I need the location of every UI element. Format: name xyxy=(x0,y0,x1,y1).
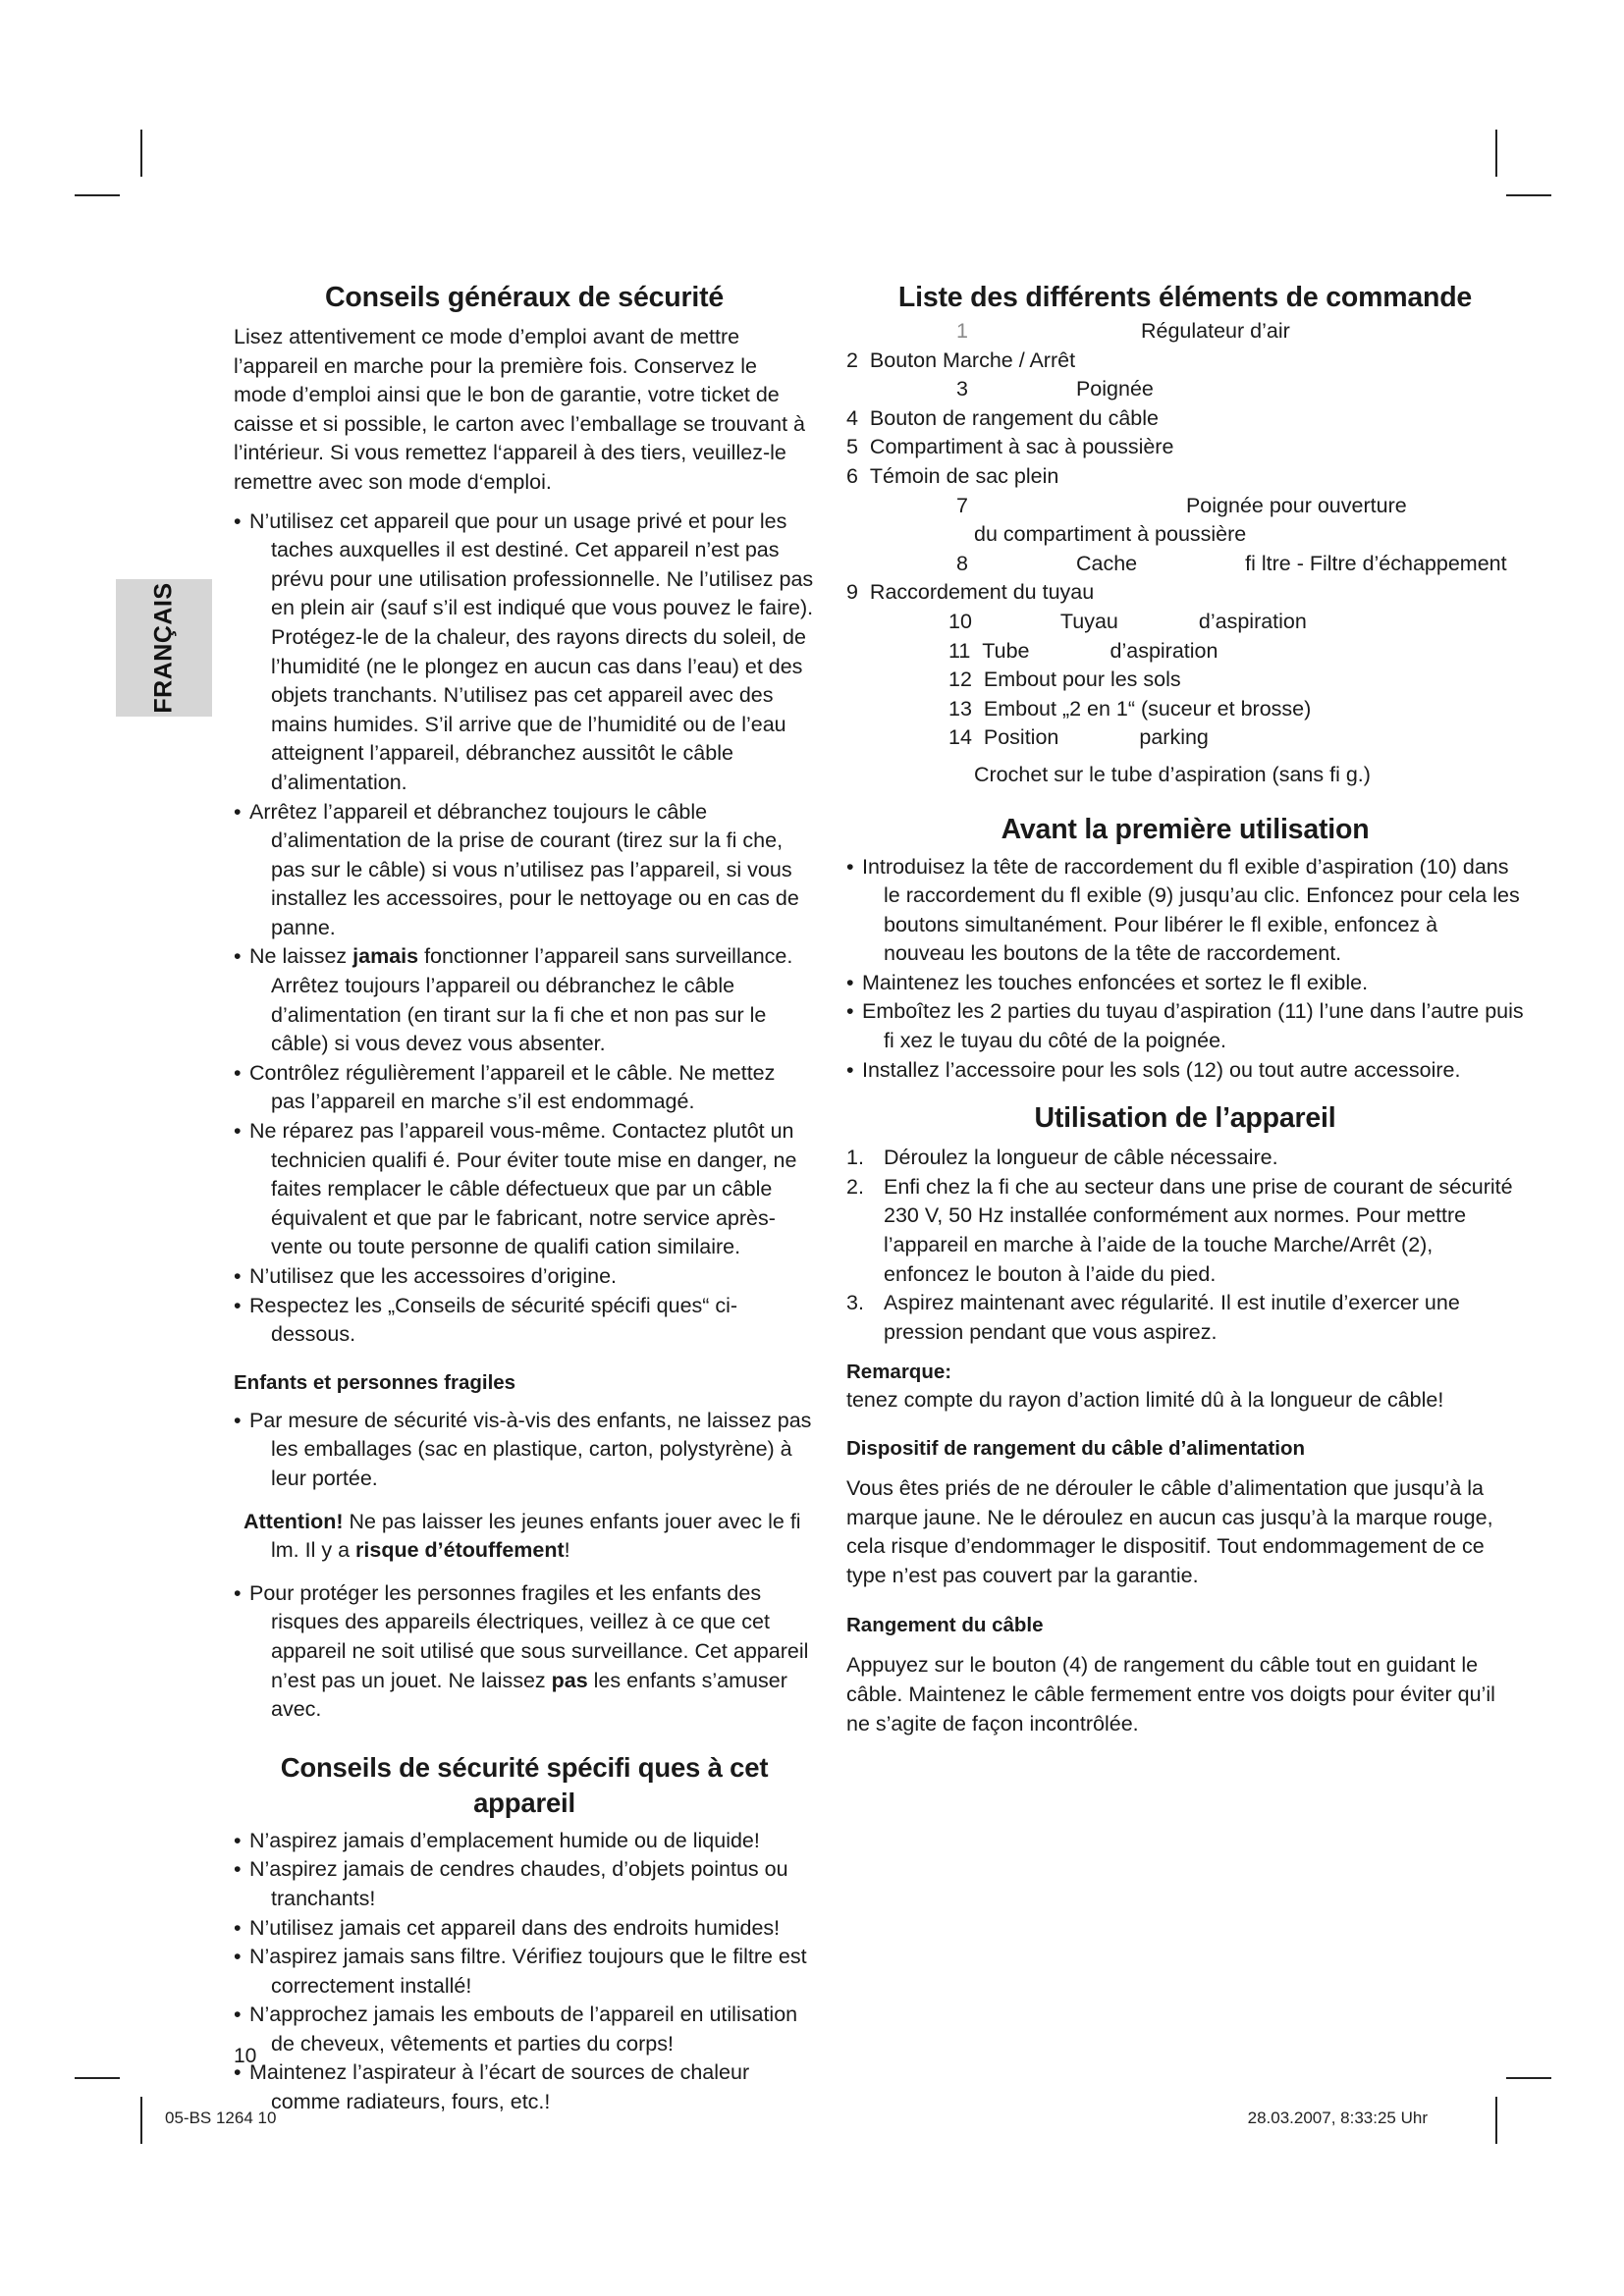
usage-steps xyxy=(846,1144,1524,1347)
specific-safety-title: Conseils de sécurité spécifi ques à cet appareil xyxy=(280,1751,769,1818)
safety-item: • N’utilisez que les accessoires d’origine. xyxy=(234,1262,815,1292)
crop-mark xyxy=(1506,194,1551,196)
remark-text: tenez compte du rayon d’action limité dû à la longueur de câble! xyxy=(846,1388,1444,1413)
safety-item: • N’utilisez cet appareil que pour un usage privé et pour les taches auxquelles il est destiné. Cet appareil n’est pas prévu pour une utilisation professionnelle. Ne l’utilisez pas en plein air (sauf s’il est indiqué que vous pouvez le faire). Protégez-le de la chaleur, des rayons directs du soleil, de l’humidité (ne le plongez en aucun cas dans l’eau) et des objets tranchants. N’utilisez pas cet appareil avec des mains humides. S’il arrive que de l’humidité ou de l’eau atteignent l’appareil, débranchez aussitôt le câble d’alimentation. xyxy=(234,507,815,798)
cable-device-text: Vous êtes priés de ne dérouler le câble d’alimentation que jusqu’à la marque jaune. Ne le déroulez en aucun cas jusqu’à la marque rouge, cela risque d’endommager le dispositif. Tout endommagement de ce type n’est pas couvert par la garantie. xyxy=(846,1476,1493,1587)
controls-title: Liste des différents éléments de commande xyxy=(897,282,1473,313)
right-column xyxy=(846,280,1524,1738)
specific-item: • N’approchez jamais les embouts de l’appareil en utilisation de cheveux, vêtements et parties du corps! xyxy=(234,2001,815,2058)
control-item: 10 Tuyau d’aspiration xyxy=(948,609,1307,633)
first-use-item: • Introduisez la tête de raccordement du fl exible d’aspiration (10) dans le raccordement du fl exible (9) jusqu’au clic. Enfoncez pour cela les boutons simultanément. Pour libérer le fl exible, enfoncez à nouveau les boutons de la tête de raccordement. xyxy=(846,853,1524,969)
footer-left: 05-BS 1264 10 xyxy=(165,2109,277,2127)
first-use-item: • Installez l’accessoire pour les sols (12) ou tout autre accessoire. xyxy=(846,1056,1524,1086)
specific-item: • N’utilisez jamais cet appareil dans des endroits humides! xyxy=(234,1914,815,1944)
specific-item: • N’aspirez jamais sans filtre. Vérifiez toujours que le filtre est correctement installé! xyxy=(234,1943,815,2001)
first-use-item: • Emboîtez les 2 parties du tuyau d’aspiration (11) l’une dans l’autre puis fi xez le tuyau du côté de la poignée. xyxy=(846,997,1524,1055)
specific-item: • Maintenez l’aspirateur à l’écart de sources de chaleur comme radiateurs, fours, etc.! xyxy=(234,2058,815,2116)
safety-intro: Lisez attentivement ce mode d’emploi avant de mettre l’appareil en marche pour la première fois. Conservez le mode d’emploi ainsi que le bon de garantie, votre ticket de caisse et si possible, le carton avec l’emballage se trouvant à l’intérieur. Si vous remettez l‘appareil à des tiers, veuillez-le remettre avec son mode d‘emploi. xyxy=(234,325,806,494)
left-column xyxy=(234,280,815,2117)
specific-list xyxy=(234,1827,815,2117)
safety-item: • Ne réparez pas l’appareil vous-même. Contactez plutôt un technicien qualifi é. Pour éviter toute mise en danger, ne faites remplacer le câble défectueux que par un câble équivalent et que par le fabricant, notre service après-vente ou toute personne de qualifi cation similaire. xyxy=(234,1117,815,1262)
control-item: 9 Raccordement du tuyau xyxy=(846,580,1095,605)
first-use-title: Avant la première utilisation xyxy=(1001,813,1370,845)
safety-item: • Arrêtez l’appareil et débranchez toujours le câble d’alimentation de la prise de courant (tirez sur la fi che, pas sur le câble) si vous n’utilisez pas l’appareil, si vous installez les accessoires, pour le nettoyage ou en cas de panne. xyxy=(234,798,815,943)
general-safety-title: Conseils généraux de sécurité xyxy=(324,282,725,313)
hook-note: Crochet sur le tube d’aspiration (sans fi g.) xyxy=(974,762,1371,786)
control-item: 3 Poignée xyxy=(956,377,1154,401)
usage-step: 1. Déroulez la longueur de câble nécessaire. xyxy=(846,1146,1278,1170)
control-item: 2 Bouton Marche / Arrêt xyxy=(846,347,1076,372)
control-item: 14 Position parking xyxy=(948,725,1209,750)
crop-mark xyxy=(140,2097,142,2144)
control-item: 1 Régulateur d’air xyxy=(956,319,1290,343)
protect-item: • Pour protéger les personnes fragiles et les enfants des risques des appareils électriques, veillez à ce que cet appareil ne soit utilisé que sous surveillance. Cet appareil n’est pas un jouet. Ne laissez pas les enfants s’amuser avec. xyxy=(234,1579,815,1725)
control-item: 8 Cache fi ltre - Filtre d’échappement xyxy=(956,551,1507,575)
cable-storage-heading: Rangement du câble xyxy=(846,1614,1044,1637)
usage-step: 2. Enfi chez la fi che au secteur dans une prise de courant de sécurité 230 V, 50 Hz installée conformément aux normes. Pour mettre l’appareil en marche à l’aide de la touche Marche/Arrêt (2), enfoncez le bouton à l’aide du pied. xyxy=(846,1174,1513,1286)
language-tab xyxy=(116,579,212,717)
language-tab-label: FRANÇAIS xyxy=(149,582,178,714)
control-item: 6 Témoin de sac plein xyxy=(846,463,1059,488)
first-use-list xyxy=(846,853,1524,1086)
crop-mark xyxy=(75,2077,120,2079)
children-heading: Enfants et personnes fragiles xyxy=(234,1370,516,1394)
control-item: 4 Bouton de rangement du câble xyxy=(846,405,1159,430)
footer-right: 28.03.2007, 8:33:25 Uhr xyxy=(1247,2109,1428,2127)
control-item: 11 Tube d’aspiration xyxy=(948,638,1218,663)
specific-item: • N’aspirez jamais de cendres chaudes, d’objets pointus ou tranchants! xyxy=(234,1855,815,1913)
page-number: 10 xyxy=(234,2045,257,2067)
crop-mark xyxy=(75,194,120,196)
crop-mark xyxy=(1495,2097,1497,2144)
control-item: 12 Embout pour les sols xyxy=(948,667,1181,692)
control-item: du compartiment à poussière xyxy=(974,522,1247,547)
crop-mark xyxy=(1495,130,1497,177)
usage-title: Utilisation de l’appareil xyxy=(1034,1102,1336,1135)
specific-item: • N’aspirez jamais d’emplacement humide ou de liquide! xyxy=(234,1827,815,1856)
safety-item-never: • Ne laissez jamais fonctionner l’appareil sans surveillance. Arrêtez toujours l’appareil ou débranchez le câble d’alimentation (en tirant sur la fi che et non pas sur le câble) si vous devez vous absenter. xyxy=(234,942,815,1058)
controls-list xyxy=(846,317,1524,753)
children-item: • Par mesure de sécurité vis-à-vis des enfants, ne laissez pas les emballages (sac en plastique, carton, polystyrène) à leur portée. xyxy=(234,1407,815,1494)
safety-list xyxy=(234,507,815,1350)
safety-item: • Contrôlez régulièrement l’appareil et le câble. Ne mettez pas l’appareil en marche s’il est endommagé. xyxy=(234,1059,815,1117)
crop-mark xyxy=(1506,2077,1551,2079)
cable-storage-text: Appuyez sur le bouton (4) de rangement du câble tout en guidant le câble. Maintenez le câble fermement entre vos doigts pour éviter qu’il ne s’agite de façon incontrôlée. xyxy=(846,1653,1495,1735)
control-item: 5 Compartiment à sac à poussière xyxy=(846,435,1174,459)
crop-mark xyxy=(140,130,142,177)
control-item: 7 Poignée pour ouverture xyxy=(956,493,1407,517)
cable-device-heading: Dispositif de rangement du câble d’alimentation xyxy=(846,1437,1306,1460)
attention-note: Attention! Ne pas laisser les jeunes enfants jouer avec le fi lm. Il y a risque d’étouffement! xyxy=(244,1509,801,1563)
safety-item: • Respectez les „Conseils de sécurité spécifi ques“ ci-dessous. xyxy=(234,1292,815,1350)
usage-step: 3. Aspirez maintenant avec régularité. Il est inutile d’exercer une pression pendant que vous aspirez. xyxy=(846,1291,1460,1344)
remark-heading: Remarque: xyxy=(846,1361,952,1384)
control-item: 13 Embout „2 en 1“ (suceur et brosse) xyxy=(948,696,1312,721)
first-use-item: • Maintenez les touches enfoncées et sortez le fl exible. xyxy=(846,969,1524,998)
